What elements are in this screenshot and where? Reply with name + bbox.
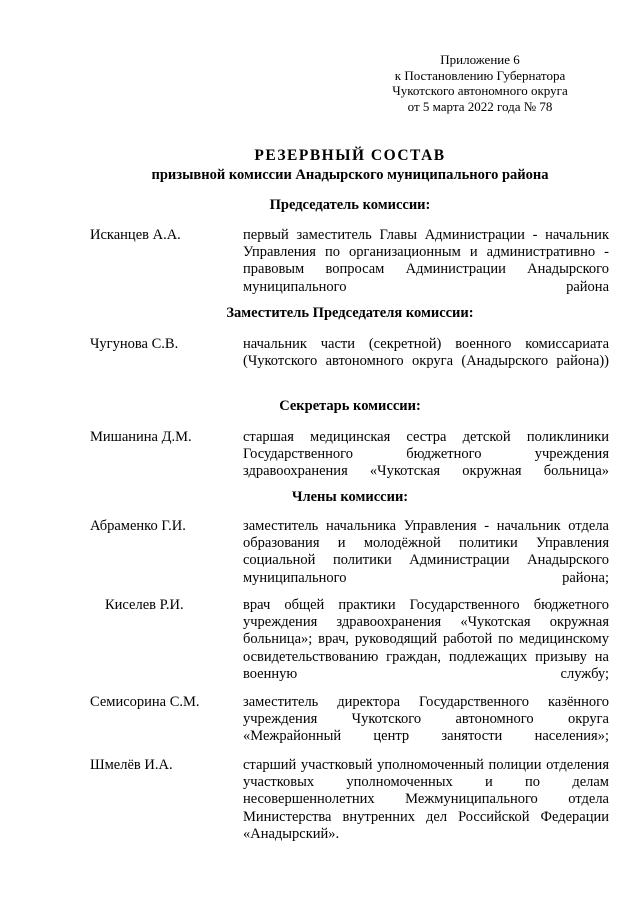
appendix-line: Приложение 6	[440, 52, 520, 67]
person-position: врач общей практики Государственного бюджетного учреждения здравоохранения «Чукотская окружная больница»; врач, руководящий работой по медицинскому освидетельствованию граждан, подлежащих призыву на военную службу;	[243, 597, 609, 682]
person-name: Киселев Р.И.	[105, 597, 184, 613]
person-name: Шмелёв И.А.	[90, 757, 173, 773]
document-title: РЕЗЕРВНЫЙ СОСТАВ	[254, 147, 446, 164]
person-name: Исканцев А.А.	[90, 227, 181, 243]
section-heading-deputy: Заместитель Председателя комиссии:	[226, 305, 474, 321]
person-name: Семисорина С.М.	[90, 694, 200, 710]
person-position: заместитель начальника Управления - начальник отдела образования и молодёжной политики Управления социальной политики Администрации Анадырского муниципального района;	[243, 518, 609, 586]
document-subtitle: призывной комиссии Анадырского муниципального района	[151, 167, 549, 183]
person-position: старшая медицинская сестра детской поликлиники Государственного бюджетного учреждения здравоохранения «Чукотская окружная больница»	[243, 429, 609, 480]
appendix-line: от 5 марта 2022 года № 78	[407, 98, 553, 114]
person-position: первый заместитель Главы Администрации - начальник Управления по организационным и административно - правовым вопросам Администрации Анадырского муниципального района	[243, 227, 609, 295]
section-heading-members: Члены комиссии:	[291, 489, 409, 505]
person-name: Абраменко Г.И.	[90, 518, 186, 534]
appendix-header	[380, 52, 580, 114]
person-position: старший участковый уполномоченный полиции отделения участковых уполномоченных и по делам несовершеннолетних Межмуниципального отдела Министерства внутренних дел Российской Федерации «Анадырский».	[243, 757, 609, 842]
person-position: начальник части (секретной) военного комиссариата (Чукотского автономного округа (Анадырского района))	[243, 336, 609, 370]
appendix-line: Чукотского автономного округа	[392, 83, 568, 98]
section-heading-chairman: Председатель комиссии:	[269, 197, 431, 213]
appendix-line: к Постановлению Губернатора	[394, 67, 566, 83]
person-position: заместитель директора Государственного казённого учреждения Чукотского автономного округа «Межрайонный центр занятости населения»;	[243, 694, 609, 745]
section-heading-secretary: Секретарь комиссии:	[279, 398, 421, 414]
person-name: Мишанина Д.М.	[90, 429, 192, 445]
person-name: Чугунова С.В.	[90, 336, 179, 352]
